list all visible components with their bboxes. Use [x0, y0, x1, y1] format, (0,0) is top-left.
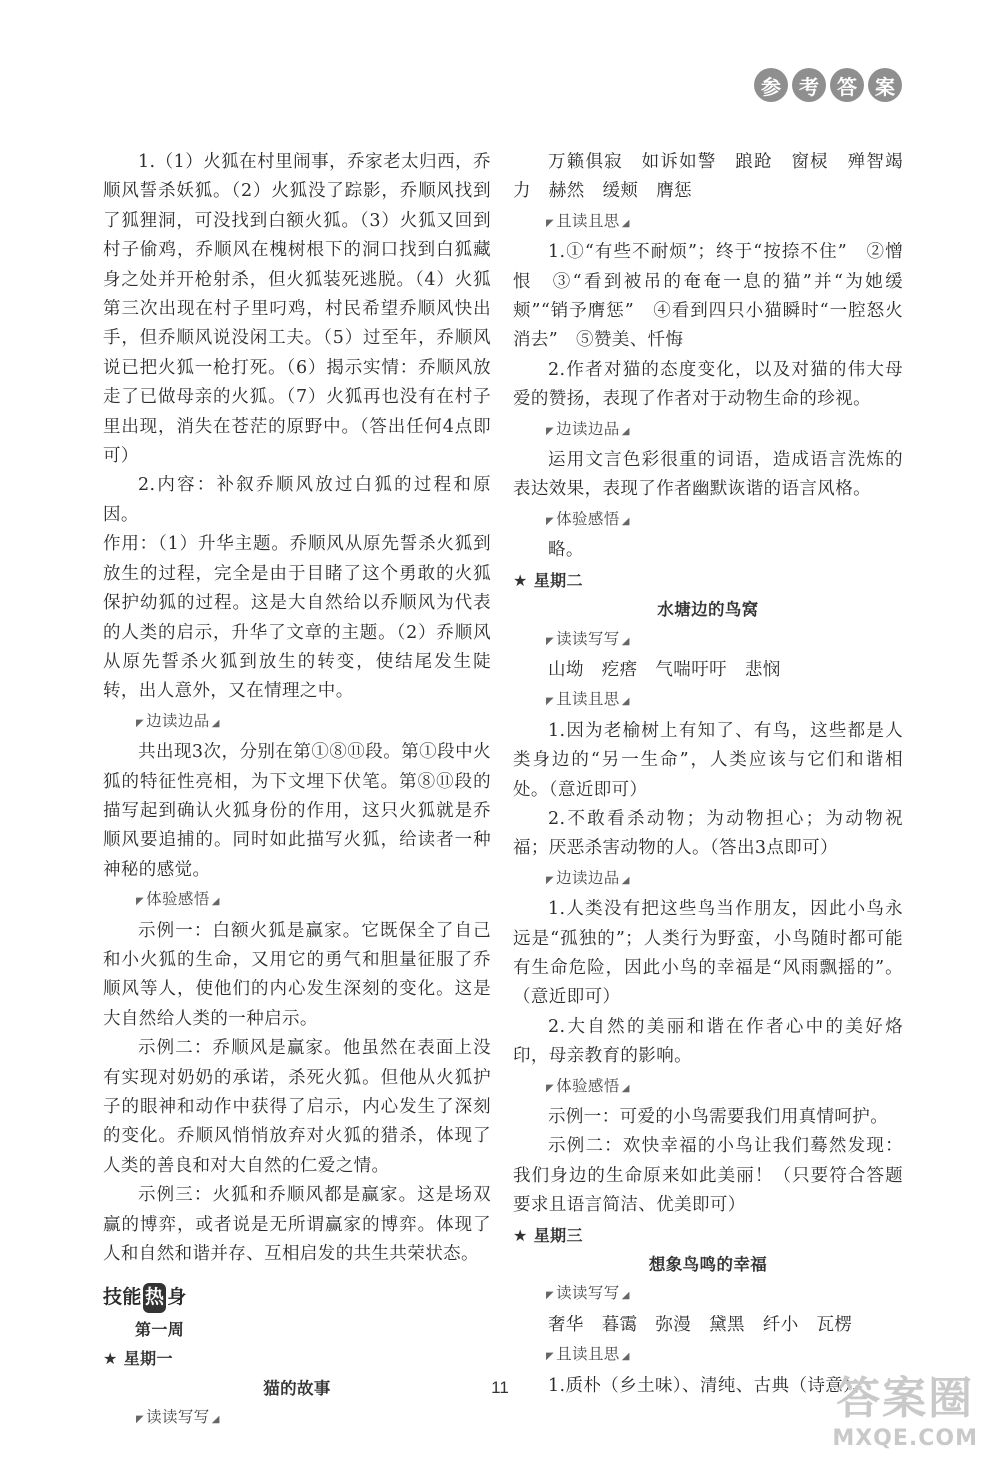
bird-answer-2: 2.不敢看杀动物；为动物担心；为动物祝福；厌恶杀害动物的人。（答出3点即可） [513, 808, 903, 859]
article-title: 猫的故事 [263, 1378, 331, 1398]
badge-char: 案 [868, 68, 902, 102]
day-heading: ★ 星期二 [513, 570, 583, 590]
star-icon: ★ [103, 1349, 118, 1369]
badge-char: 参 [754, 68, 788, 102]
bird-example-2: 示例二：欢快幸福的小鸟让我们蓦然发现：我们身边的生命原来如此美丽！（只要符合答题要求且语言简洁、优美即可） [513, 1136, 903, 1216]
cat-biandu: 运用文言色彩很重的词语，造成语言洗炼的表达效果，表现了作者幽默诙谐的语言风格。 [513, 450, 903, 500]
example-2: 示例二：乔顺风是赢家。他虽然在表面上没有实现对奶奶的承诺，杀死火狐。但他从火狐护子的眼神和动作中获得了启示，内心发生了深刻的变化。乔顺风悄悄放弃对火狐的猎杀，体现了人类的善良和对大自然的仁爱之情。 [103, 1038, 491, 1176]
section-tag-qiedu: ◤ 且读且思 ◢ [546, 690, 630, 709]
section-tag-dudu: ◤ 读读写写 ◢ [546, 629, 630, 648]
answer-biandu: 共出现3次，分别在第①⑧⑪段。第①段中火狐的特征性亮相，为下文埋下伏笔。第⑧⑪段的描写起到确认火狐身份的作用，这只火狐就是乔顺风要追捕的。同时如此描写火狐，给读者一种神秘的感觉。 [103, 742, 491, 880]
answer-q2-content: 2.内容：补叙乔顺风放过白狐的过程和原因。 [103, 475, 491, 525]
badge-char: 考 [792, 68, 826, 102]
watermark-url: MXQE.COM [832, 1426, 978, 1451]
right-column [513, 148, 903, 1401]
answer-header-badge [754, 68, 902, 102]
article-title: 想象鸟鸣的幸福 [648, 1255, 768, 1275]
site-watermark [832, 1362, 978, 1451]
section-tag-biandu: ◤ 边读边品 ◢ [546, 419, 630, 438]
bird-example-1: 示例一：可爱的小鸟需要我们用真情呵护。 [548, 1107, 889, 1127]
vocab-list: 奢华 暮霭 弥漫 黛黑 纤小 瓦楞 [548, 1314, 853, 1335]
answer-q1: 1.（1）火狐在村里闹事，乔家老太归西，乔顺风誓杀妖狐。（2）火狐没了踪影，乔顺风找到了狐狸洞，可没找到白额火狐。（3）火狐又回到村子偷鸡，乔顺风在槐树根下的洞口找到白狐藏身之处并开枪射杀，但火狐装死逃脱。（4）火狐第三次出现在村子里叼鸡，村民希望乔顺风快出手，但乔顺风说没闲工夫。（5）过至年，乔顺风说已把火狐一枪打死。（6）揭示实情：乔顺风放走了已做母亲的火狐。（7）火狐再也没有在村子里出现，消失在苍茫的原野中。（答出任何4点即可） [103, 152, 491, 467]
section-tag-tiyan: ◤ 体验感悟 ◢ [136, 890, 220, 909]
section-tag-biandu: ◤ 边读边品 ◢ [136, 711, 220, 730]
day-heading: ★ 星期一 [103, 1349, 173, 1369]
bird-biandu-1: 1.人类没有把这些鸟当作朋友，因此小鸟永远是“孤独的”；人类行为野蛮，小鸟随时都可能有生命危险，因此小鸟的幸福是“风雨飘摇的”。（意近即可） [513, 899, 903, 1008]
section-tag-dudu: ◤ 读读写写 ◢ [136, 1408, 220, 1427]
watermark-title: 答案圈 [836, 1373, 975, 1424]
bird-answer-1: 1.因为老榆树上有知了、有鸟，这些都是人类身边的“另一生命”，人类应该与它们和谐相处。（意近即可） [513, 720, 903, 800]
day-heading: ★ 星期三 [513, 1225, 583, 1245]
cat-answer-1: 1.①“有些不耐烦”；终于“按捺不住” ②憎恨 ③“看到被吊的奄奄一息的猫”并“为她缓颊”“销予膺惩” ④看到四只小猫瞬时“一腔怒火消去” ⑤赞美、忏悔 [513, 242, 903, 351]
section-tag-qiedu: ◤ 且读且思 ◢ [546, 1345, 630, 1364]
section-tag-dudu: ◤ 读读写写 ◢ [546, 1284, 630, 1303]
cat-answer-2: 2.作者对猫的态度变化，以及对猫的伟大母爱的赞扬，表现了作者对于动物生命的珍视。 [513, 359, 903, 410]
section-tag-tiyan: ◤ 体验感悟 ◢ [546, 509, 630, 528]
answer-q2-effect: 作用：（1）升华主题。乔顺风从原先誓杀火狐到放生的过程，完全是由于目睹了这个勇敢的火狐保护幼狐的过程。这是大自然给以乔顺风为代表的人类的启示，升华了文章的主题。（2）乔顺风从原先誓杀火狐到放生的转变，使结尾发生陡转，出人意外，又在情理之中。 [103, 534, 491, 702]
star-icon: ★ [513, 570, 528, 590]
article-title: 水塘边的鸟窝 [657, 600, 759, 620]
section-tag-tiyan: ◤ 体验感悟 ◢ [546, 1076, 630, 1095]
bird-biandu-2: 2.大自然的美丽和谐在作者心中的美好烙印，母亲教育的影响。 [513, 1016, 903, 1067]
section-tag-qiedu: ◤ 且读且思 ◢ [546, 211, 630, 230]
badge-char: 答 [830, 68, 864, 102]
omitted-answer: 略。 [548, 540, 584, 561]
star-icon: ★ [513, 1225, 528, 1245]
page-number: 11 [491, 1378, 509, 1397]
section-tag-biandu: ◤ 边读边品 ◢ [546, 868, 630, 887]
example-1: 示例一：白额火狐是赢家。它既保全了自己和小火狐的生命，又用它的勇气和胆量征服了乔顺风等人，使他们的内心发生深刻的变化。这是大自然给人类的一种启示。 [103, 920, 491, 1029]
vocab-list: 万籁俱寂 如诉如警 踉跄 窗棂 殚智竭力 赫然 缓颊 膺惩 [513, 152, 903, 202]
week-heading: 第一周 [135, 1319, 185, 1339]
last-answer-line: 1.质朴（乡土味）、清纯、古典（诗意）、 [548, 1375, 871, 1396]
example-3: 示例三：火狐和乔顺风都是赢家。这是场双赢的博弈，或者说是无所谓赢家的博弈。体现了人和自然和谐并存、互相启发的共生共荣状态。 [103, 1185, 491, 1265]
skill-warmup-heading: 技能 热 身 [103, 1283, 491, 1312]
left-column [103, 148, 491, 1434]
vocab-list: 山坳 疙瘩 气喘吁吁 悲悯 [548, 659, 781, 680]
